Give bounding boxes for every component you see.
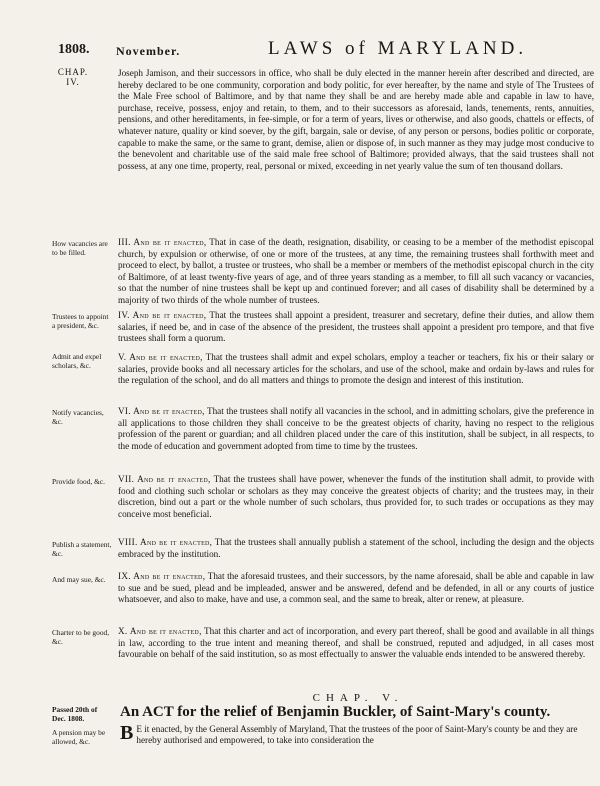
section-lead: VIII. And be it enacted, bbox=[118, 537, 213, 547]
paragraph-text: That the trustees shall have power, whenever the funds of the institution shall admit, to provide with food and clothing such scholar or scholars as they may conceive the greatest objects of charity; and the trustees may, in their discretion, bind out a part or the whole number of such scholars, thus provided for, to such trades or occupations as they may conceive most beneficial. bbox=[118, 474, 594, 519]
paragraph-text: That the aforesaid trustees, and their successors, by the name aforesaid, shall be able and capable in law to sue and be sued, plead and be impleaded, answer and be answered, defend and be defended, in all or any courts of justice whatsoever, and also to make, have and use, a common seal, and the same to break, alter or renew, at pleasure. bbox=[118, 571, 594, 605]
paragraph-text: Joseph Jamison, and their successors in office, who shall be duly elected in the manner herein after described and directed, are hereby declared to be one community, corporation and body politic, for ever hereafter, by the name and style of The Trustees of the Male Free school of Baltimore, and by that name they shall be and are hereby made able and capable in law to have, purchase, receive, possess, enjoy and retain, to them, and to their successors as aforesaid, lands, tenements, rents, annuities, pensions, and other hereditaments, in fee-simple, or for a term of years, lives or otherwise, and also goods, chattels or effects, of whatever nature, quality or kind soever, by the gift, bargain, sale or devise, of any person or persons, bodies politic or corporate, capable to make the same, or the same to grant, demise, alien or dispose of, in such manner as they may judge most conducive to the benevolent and charitable use of the said male free school of Baltimore; provided always, that the said trustees shall not possess, at any one time, property, real, personal or mixed, exceeding in net yearly value the sum of ten thousand dollars. bbox=[118, 68, 594, 171]
paragraph-3 bbox=[118, 237, 594, 307]
paragraph-4 bbox=[118, 310, 594, 345]
passed-date-note: Passed 20th of Dec. 1808. bbox=[52, 705, 98, 723]
paragraph-10 bbox=[118, 626, 594, 661]
header-title: LAWS of MARYLAND. bbox=[268, 38, 528, 59]
margin-note-5: Admit and expel scholars, &c. bbox=[52, 352, 102, 370]
header-month: November. bbox=[116, 44, 181, 58]
section-lead: IV. And be it enacted, bbox=[118, 310, 207, 320]
section-lead: VII. And be it enacted, bbox=[118, 474, 211, 484]
margin-note-9: And may sue, &c. bbox=[52, 575, 106, 584]
margin-note-pension: A pension may be allowed, &c. bbox=[52, 728, 106, 746]
paragraph-1 bbox=[118, 68, 594, 172]
paragraph-8 bbox=[118, 537, 594, 560]
chapter-v-heading: CHAP. V. bbox=[312, 692, 404, 704]
act-title: An ACT for the relief of Benjamin Buckler, of Saint-Mary's county. bbox=[120, 704, 551, 720]
section-lead: V. And be it enacted, bbox=[118, 352, 203, 362]
section-lead: X. And be it enacted, bbox=[118, 626, 202, 636]
margin-note-10: Charter to be good, &c. bbox=[52, 628, 110, 646]
section-lead: IX. And be it enacted, bbox=[118, 571, 206, 581]
paragraph-text: That in case of the death, resignation, disability, or ceasing to be a member of the methodist episcopal church, by expulsion or otherwise, of one or more of the trustees, at any time, the remaining trustees shall forthwith meet and proceed to elect, by ballot, a trustee or trustees, who shall be a member or members of the methodist episcopal church in the city of Baltimore, of at least twenty-five years of age, and of three years standing as a member, to fill all such vacancy or vacancies, so that the number of nine trustees shall be kept up and continued forever; and all cases of disability shall be determined by a majority of two thirds of the whole number of trustees. bbox=[118, 237, 594, 305]
margin-note-7: Provide food, &c. bbox=[52, 477, 105, 486]
paragraph-text: That the trustees shall notify all vacancies in the school, and in admitting scholars, give the preference in all applications to those children they shall conceive to be the greatest objects of charity, having no respect to the religious profession of the parent or guardian; and all children placed under the care of this institution, shall be subject, in all respects, to the mode of education and government adopted from time to time by the trustees. bbox=[118, 406, 594, 451]
header-year: 1808. bbox=[58, 42, 90, 57]
section-lead: VI. And be it enacted, bbox=[118, 406, 205, 416]
act-opening-paragraph bbox=[120, 724, 596, 746]
paragraph-7 bbox=[118, 474, 594, 520]
chapter-label: CHAP. IV. bbox=[57, 67, 89, 87]
paragraph-text: That the trustees shall appoint a president, treasurer and secretary, define their duties, and allow them salaries, if need be, and in case of the absence of the president, the trustees shall appoint a president pro tempore, and that five trustees shall form a quorum. bbox=[118, 310, 594, 344]
paragraph-text: That the trustees shall admit and expel scholars, employ a teacher or teachers, fix his or their salary or salaries, provide books and all necessary articles for the scholars, and use of the school, make and ordain by-laws and rules for the regulation of the school, and do all matters and things to promote the design and interest of this institution. bbox=[118, 352, 594, 386]
drop-cap: B bbox=[120, 722, 134, 744]
page-header bbox=[58, 38, 594, 60]
paragraph-text: That the trustees shall annually publish a statement of the school, including the design and the objects embraced by the institution. bbox=[118, 537, 595, 559]
paragraph-6 bbox=[118, 406, 594, 452]
margin-note-4: Trustees to appoint a president, &c. bbox=[52, 312, 109, 330]
margin-note-3: How vacancies are to be filled. bbox=[52, 239, 108, 257]
paragraph-9 bbox=[118, 571, 594, 606]
margin-note-6: Notify vacancies, &c. bbox=[52, 408, 104, 426]
section-lead: III. And be it enacted, bbox=[118, 237, 207, 247]
paragraph-text: E it enacted, by the General Assembly of Maryland, That the trustees of the poor of Saint-Mary's county be and they are hereby authorised and empowered, to take into consideration the bbox=[136, 724, 578, 745]
margin-note-8: Publish a statement, &c. bbox=[52, 540, 112, 558]
paragraph-5 bbox=[118, 352, 594, 387]
paragraph-text: That this charter and act of incorporation, and every part thereof, shall be good and available in all things in law, according to the true intent and meaning thereof, and shall be construed, reputed and adjudged, in all cases most favourable on behalf of the said institution, so as most effectually to answer the valuable ends intended to be answered thereby. bbox=[118, 626, 594, 660]
